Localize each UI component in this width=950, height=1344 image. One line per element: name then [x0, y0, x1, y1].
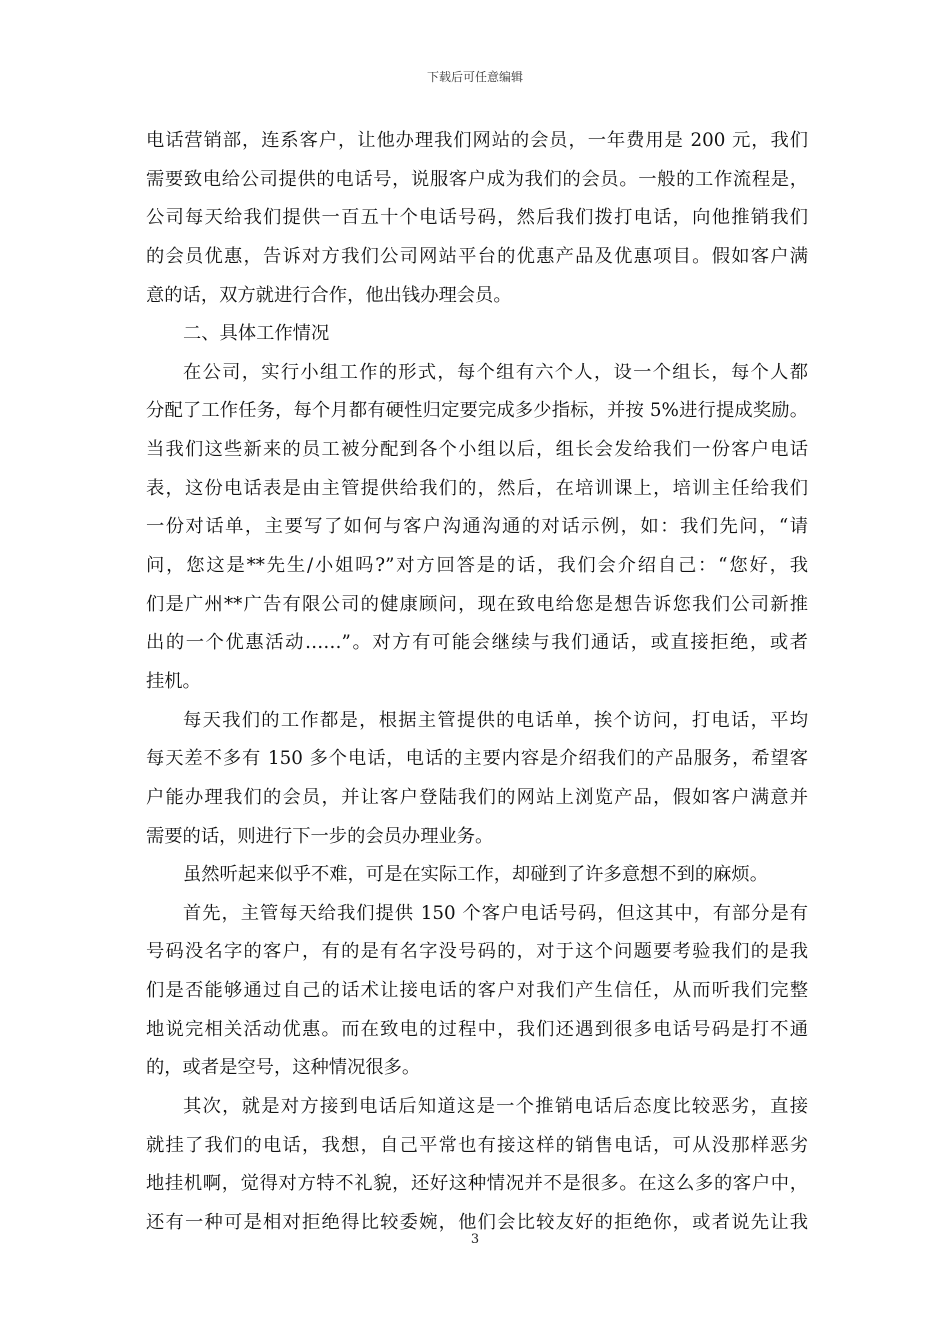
text-line: 需要致电给公司提供的电话号，说服客户成为我们的会员。一般的工作流程是， [146, 168, 808, 190]
text-line: 当我们这些新来的员工被分配到各个小组以后，组长会发给我们一份客户电话 [146, 439, 808, 461]
text-line: 的会员优惠，告诉对方我们公司网站平台的优惠产品及优惠项目。假如客户满 [146, 245, 808, 267]
text-line: 其次，就是对方接到电话后知道这是一个推销电话后态度比较恶劣，直接 [183, 1096, 808, 1118]
page-number: 3 [470, 1232, 480, 1247]
text-line: 每天我们的工作都是，根据主管提供的电话单，挨个访问，打电话，平均 [183, 709, 808, 731]
text-line: 分配了工作任务，每个月都有硬性归定要完成多少指标，并按 5%进行提成奖励。 [146, 400, 808, 422]
text-line: 首先，主管每天给我们提供 150 个客户电话号码，但这其中，有部分是有 [183, 902, 808, 924]
text-line: 还有一种可是相对拒绝得比较委婉，他们会比较友好的拒绝你，或者说先让我 [146, 1211, 808, 1233]
text-line: 出的一个优惠活动……”。对方有可能会继续与我们通话，或直接拒绝，或者 [146, 632, 808, 654]
text-line: 表，这份电话表是由主管提供给我们的，然后，在培训课上，培训主任给我们 [146, 477, 808, 499]
text-line: 一份对话单，主要写了如何与客户沟通沟通的对话示例，如：我们先问，“请 [146, 516, 808, 538]
text-line: 户能办理我们的会员，并让客户登陆我们的网站上浏览产品，假如客户满意并 [146, 786, 808, 808]
text-line: 地挂机啊，觉得对方特不礼貌，还好这种情况并不是很多。在这么多的客户中， [146, 1173, 808, 1195]
text-line: 意的话，双方就进行合作，他出钱办理会员。 [146, 284, 512, 306]
text-line: 需要的话，则进行下一步的会员办理业务。 [146, 825, 494, 847]
text-line: 地说完相关活动优惠。而在致电的过程中，我们还遇到很多电话号码是打不通 [146, 1018, 808, 1040]
text-line: 们是广州**广告有限公司的健康顾问，现在致电给您是想告诉您我们公司新推 [146, 593, 808, 615]
text-line: 的，或者是空号，这种情况很多。 [146, 1057, 421, 1079]
text-line: 就挂了我们的电话，我想，自己平常也有接这样的销售电话，可从没那样恶劣 [146, 1134, 808, 1156]
text-line: 公司每天给我们提供一百五十个电话号码，然后我们拨打电话，向他推销我们 [146, 207, 808, 229]
section-heading: 二、具体工作情况 [183, 323, 330, 345]
text-line: 挂机。 [146, 670, 201, 692]
document-body [146, 122, 808, 1243]
page-header: 下载后可任意编辑 [426, 70, 523, 84]
text-line: 电话营销部，连系客户，让他办理我们网站的会员，一年费用是 200 元，我们 [146, 130, 808, 151]
text-line: 每天差不多有 150 多个电话，电话的主要内容是介绍我们的产品服务，希望客 [146, 748, 808, 770]
text-line: 号码没名字的客户，有的是有名字没号码的，对于这个问题要考验我们的是我 [146, 941, 808, 963]
text-line: 在公司，实行小组工作的形式，每个组有六个人，设一个组长，每个人都 [183, 361, 808, 383]
text-line: 虽然听起来似乎不难，可是在实际工作，却碰到了许多意想不到的麻烦。 [183, 864, 768, 886]
text-line: 问，您这是**先生/小姐吗?”对方回答是的话，我们会介绍自己：“您好，我 [146, 555, 808, 577]
text-line: 们是否能够通过自己的话术让接电话的客户对我们产生信任，从而听我们完整 [146, 980, 808, 1002]
